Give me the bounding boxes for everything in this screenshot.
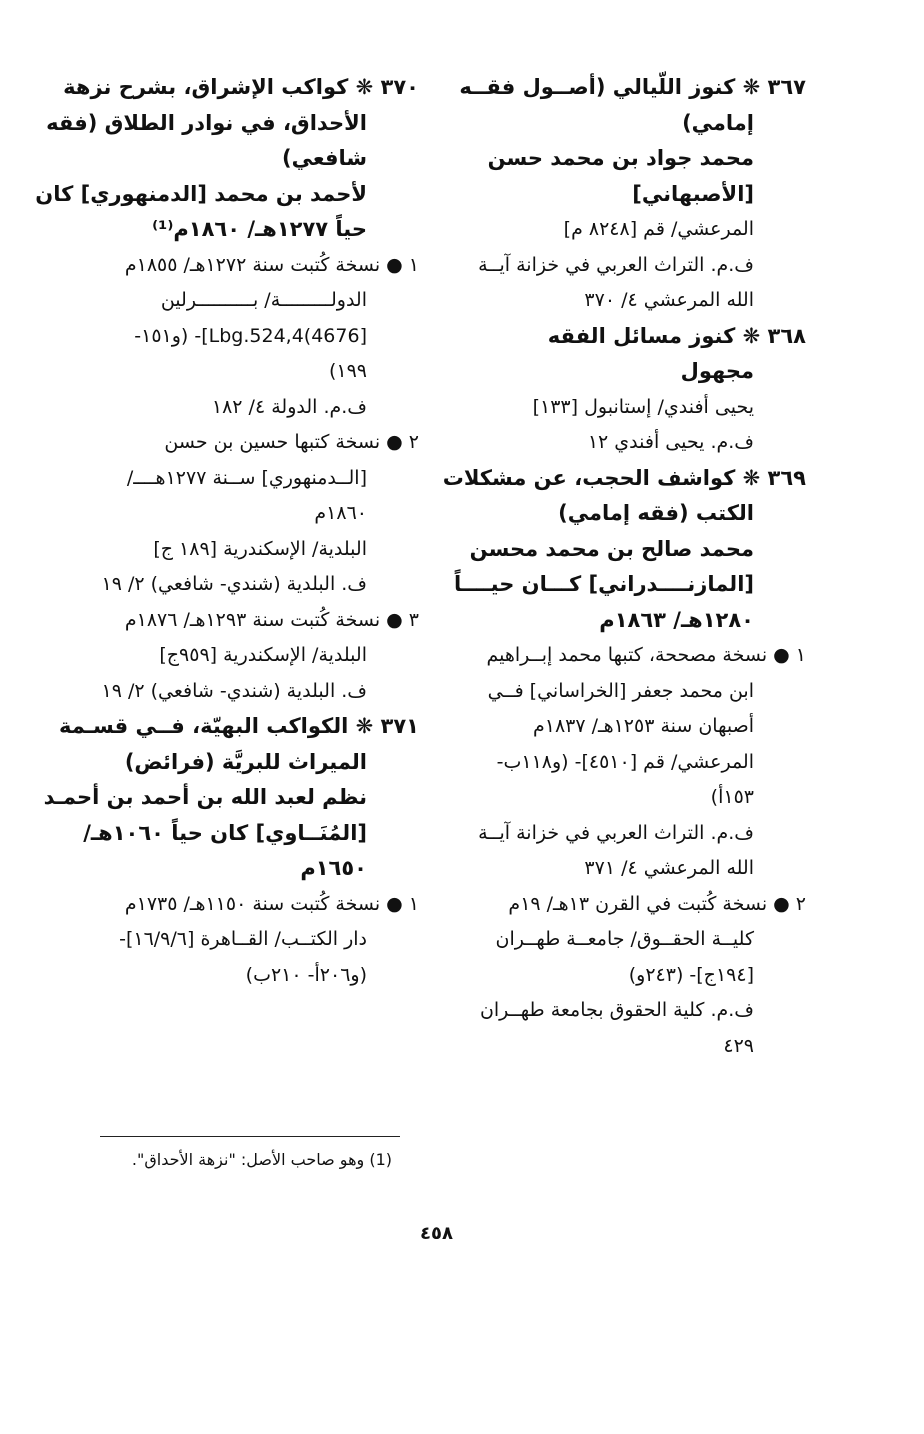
right-column-line: ف.م. يحيى أفندي ١٢ [587,431,754,453]
left-column-line: البلدية/ الإسكندرية [٩٥٩ج] [159,644,367,666]
left-column-line: ف. البلدية (شندي- شافعي) ٢/ ١٩ [101,573,367,595]
left-column-line: [الــدمنهوري] ســنة ١٢٧٧هــــ/ [126,466,367,489]
right-column-line: الكتب (فقه إمامي) [558,501,754,525]
right-column-line: مجهول [680,359,754,383]
right-column-line: المرعشي/ قم [٤٥١٠]- (و١١٨ب- [496,750,754,773]
left-column-line: شافعي) [282,146,367,170]
left-column-line: ١٩٩) [328,360,367,382]
right-column-line: المرعشي/ قم [٨٢٤٨ م] [563,218,754,240]
right-column-line: ١٢٨٠هـ/ ١٨٦٣م [599,607,754,632]
right-column-line: ف.م. التراث العربي في خزانة آيــة [478,821,754,844]
left-column-line: (و٢٠٦أ- ٢١٠ب) [245,963,367,986]
left-column-line: ٣ ● نسخة كُتبت سنة ١٢٩٣هـ/ ١٨٧٦م [124,608,419,631]
right-column-line: ١ ● نسخة مصححة، كتبها محمد إبــراهيم [486,644,806,666]
page-number: ٤٥٨ [420,1223,453,1244]
right-column-line: ٣٦٨ ❋ كنوز مسائل الفقه [547,323,806,348]
left-column-line: حياً ١٢٧٧هـ/ ١٨٦٠م⁽¹⁾ [152,217,367,241]
left-column-line: ٢ ● نسخة كتبها حسين بن حسن [164,431,419,453]
left-column-line: ١ ● نسخة كُتبت سنة ١١٥٠هـ/ ١٧٣٥م [124,892,419,915]
footnote-divider [100,1136,400,1137]
right-column-line: ١٥٣أ) [710,786,754,808]
left-column-line: [4676)Lbg.524,4]- (و١٥١- [134,324,367,347]
left-column-line: لأحمد بن محمد [الدمنهوري] كان [35,181,367,206]
left-column-line: ١٦٥٠م [300,856,367,880]
left-column-line: ف. البلدية (شندي- شافعي) ٢/ ١٩ [101,679,367,702]
right-column-line: ٢ ● نسخة كُتبت في القرن ١٣هـ/ ١٩م [508,892,806,915]
left-column-line: ف.م. الدولة ٤/ ١٨٢ [211,395,367,418]
right-column-line: محمد جواد بن محمد حسن [487,146,754,170]
footnote: (1) وهو صاحب الأصل: "نزهة الأحداق". [131,1150,392,1169]
right-column-line: الله المرعشي ٤/ ٣٧١ [584,857,754,879]
right-column-line: الله المرعشي ٤/ ٣٧٠ [584,289,754,311]
left-column-line: ١ ● نسخة كُتبت سنة ١٢٧٢هـ/ ١٨٥٥م [124,253,419,276]
left-column-line: الأحداق، في نوادر الطلاق (فقه [46,110,367,135]
left-column-line: البلدية/ الإسكندرية [١٨٩ ج] [153,537,367,560]
right-column-line: ٤٢٩ [723,1034,754,1057]
right-column-line: [الأصبهاني] [632,181,754,206]
right-column-line: كليــة الحقــوق/ جامعــة طهــران [495,928,754,950]
left-column-line: ١٨٦٠م [314,502,367,524]
left-column-line: الميراث للبريَّة (فرائض) [124,749,367,774]
left-column-line: دار الكتــب/ القــاهرة [١٦/٩/٦]- [119,928,367,950]
left-column-line: [المُنَــاوي] كان حياً ١٠٦٠هـ/ [83,820,367,845]
right-column [442,70,806,1064]
right-column-line: ٣٦٩ ❋ كواشف الحجب، عن مشكلات [442,465,806,490]
right-column-line: ٣٦٧ ❋ كنوز اللّيالي (أصــول فقــه [459,75,806,99]
right-column-line: أصبهان سنة ١٢٥٣هـ/ ١٨٣٧م [532,715,754,737]
right-column-line: ابن محمد جعفر [الخراساني] فــي [487,679,754,702]
right-column-line: [المازنــــدراني] كـــان حيــــاً [454,572,754,596]
left-column-line: نظم لعبد الله بن أحمد بن أحمـد [43,785,367,809]
left-column-line: الدولـــــــــة/ بــــــــــرلين [160,289,367,311]
right-column-line: [١٩٤ج]- (٢٤٣و) [628,963,754,986]
right-column-line: يحيى أفندي/ إستانبول [١٣٣] [532,395,754,418]
left-column-line: ٣٧١ ❋ الكواكب البهيّة، فــي قسـمة [59,714,419,738]
left-column [35,70,419,993]
left-column-line: ٣٧٠ ❋ كواكب الإشراق، بشرح نزهة [63,75,419,99]
right-column-line: ف.م. التراث العربي في خزانة آيــة [478,253,754,276]
right-column-line: ف.م. كلية الحقوق بجامعة طهــران [479,999,754,1021]
right-column-line: محمد صالح بن محمد محسن [469,536,754,561]
right-column-line: إمامي) [682,110,754,135]
